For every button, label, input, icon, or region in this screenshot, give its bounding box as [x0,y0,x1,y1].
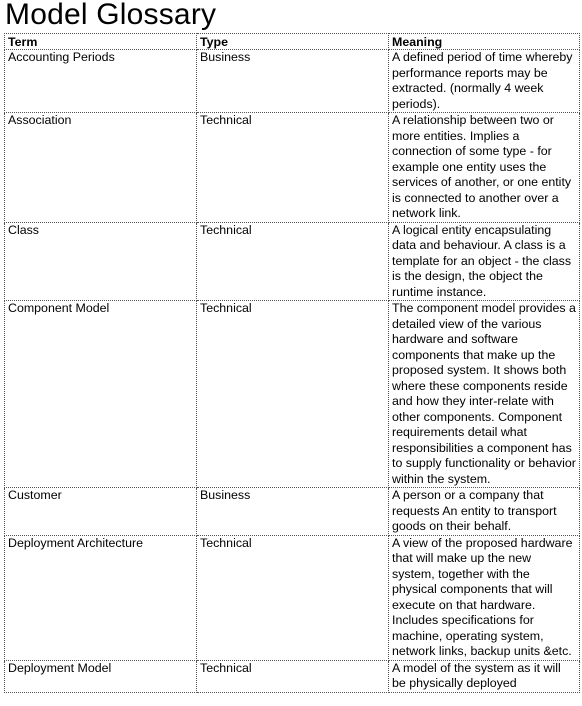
term-cell: Association [5,113,197,223]
table-row [5,222,580,301]
term-cell: Accounting Periods [5,50,197,113]
table-row [5,535,580,660]
meaning-cell: A defined period of time whereby performance reports may be extracted. (normally 4 week periods). [389,50,580,113]
term-cell: Deployment Architecture [5,535,197,660]
column-header-term: Term [5,34,197,50]
type-cell: Business [197,50,389,113]
term-cell: Deployment Model [5,660,197,692]
table-row [5,50,580,113]
table-row [5,301,580,488]
type-cell: Technical [197,535,389,660]
meaning-cell: A logical entity encapsulating data and behaviour. A class is a template for an object - the class is the design, the object the runtime instance. [389,222,580,301]
glossary-table [4,33,580,693]
column-header-type: Type [197,34,389,50]
table-row [5,113,580,223]
meaning-cell: A view of the proposed hardware that will make up the new system, together with the physical components that will execute on that hardware. Includes specifications for machine, operating system, network links, backup units &etc. [389,535,580,660]
type-cell: Technical [197,222,389,301]
term-cell: Class [5,222,197,301]
term-cell: Component Model [5,301,197,488]
meaning-cell: A person or a company that requests An entity to transport goods on their behalf. [389,488,580,536]
meaning-cell: The component model provides a detailed view of the various hardware and software components that make up the proposed system. It shows both where these components reside and how they inter-relate with other components. Component requirements detail what responsibilities a component has to supply functionality or behavior within the system. [389,301,580,488]
type-cell: Technical [197,113,389,223]
table-row [5,488,580,536]
type-cell: Technical [197,301,389,488]
meaning-cell: A model of the system as it will be physically deployed [389,660,580,692]
type-cell: Business [197,488,389,536]
page-title: Model Glossary [5,0,217,31]
type-cell: Technical [197,660,389,692]
table-row [5,660,580,692]
column-header-meaning: Meaning [389,34,580,50]
term-cell: Customer [5,488,197,536]
meaning-cell: A relationship between two or more entities. Implies a connection of some type - for example one entity uses the services of another, or one entity is connected to another over a network link. [389,113,580,223]
table-header-row [5,34,580,50]
